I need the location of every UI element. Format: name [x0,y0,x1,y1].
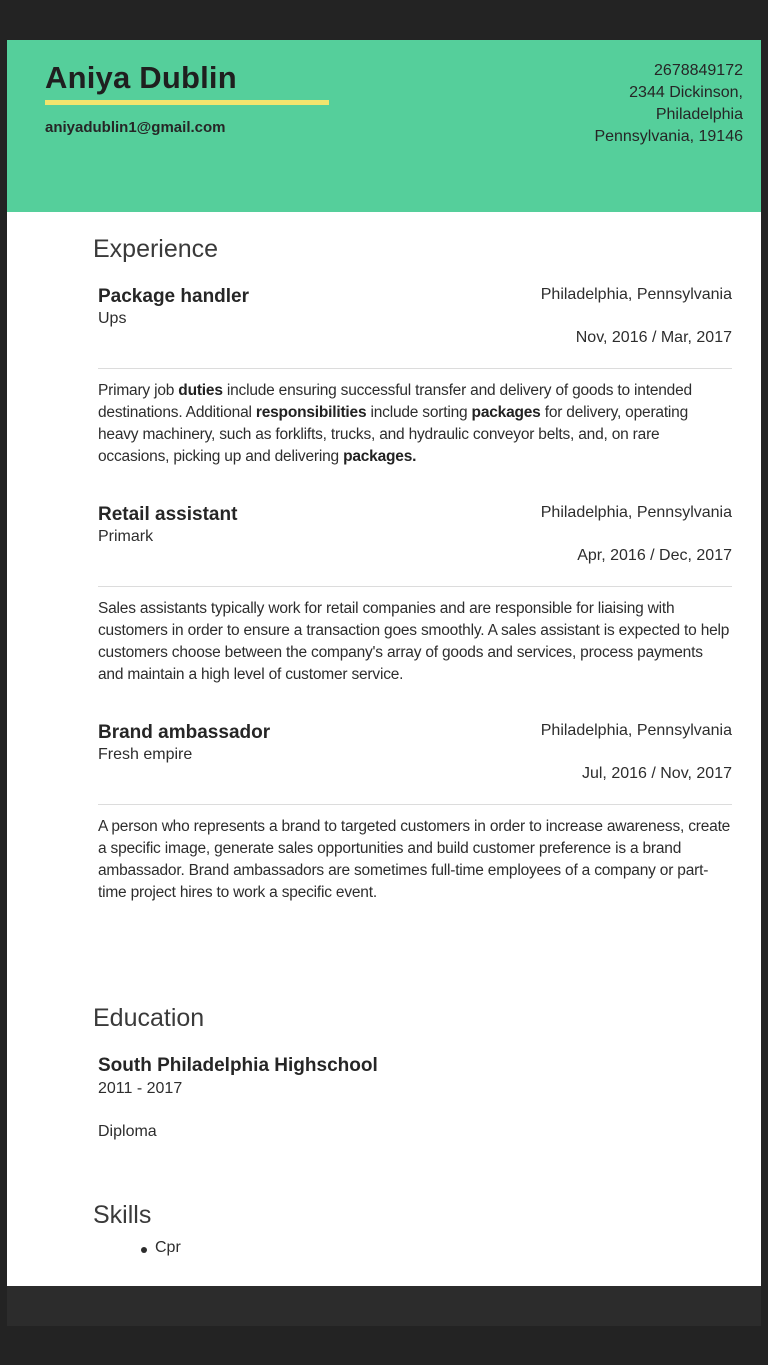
education-section-title: Education [93,1004,205,1032]
job-title: Retail assistant [98,504,238,525]
job-title: Package handler [98,286,250,307]
education-years: 2011 - 2017 [98,1080,183,1097]
resume-sheet [7,40,761,1286]
resume-header [7,40,761,212]
contact-block [594,60,743,148]
name-underline [45,100,329,105]
address-line-3: Pennsylvania, 19146 [594,128,743,145]
job-dates: Nov, 2016 / Mar, 2017 [575,329,732,346]
job-divider [98,368,732,369]
education-school: South Philadelphia Highschool [98,1055,378,1076]
job-description: Primary job duties include ensuring successful transfer and delivery of goods to intended destinations. Additional responsibilities include sorting packages for delivery, operating heavy machinery, such as forklifts, trucks, and hydraulic conveyor belts, and, on rare occasions, picking up and delivering packages. [98,382,692,465]
job-company: Ups [98,310,127,327]
job-company: Primark [98,528,154,545]
education-degree: Diploma [98,1123,157,1140]
job-location: Philadelphia, Pennsylvania [540,286,732,303]
job-dates: Apr, 2016 / Dec, 2017 [577,547,732,564]
skills-list [141,1239,181,1257]
address-line-1: 2344 Dickinson, [629,84,743,101]
job-description: Sales assistants typically work for retail companies and are responsible for liaising with customers in order to ensure a transaction goes smoothly. A sales assistant is expected to help customers choose between the company's array of goods and services, process payments and maintain a high level of customer service. [98,600,730,683]
job-divider [98,586,732,587]
job-dates: Jul, 2016 / Nov, 2017 [581,765,732,782]
job-title: Brand ambassador [98,722,271,743]
phone-number: 2678849172 [654,62,743,79]
bottom-bar [7,1286,761,1326]
candidate-name: Aniya Dublin [45,60,237,95]
job-location: Philadelphia, Pennsylvania [540,504,732,521]
job-location: Philadelphia, Pennsylvania [540,722,732,739]
job-description: A person who represents a brand to targeted customers in order to increase awareness, create a specific image, generate sales opportunities and build customer preference is a brand ambassador. Brand ambassadors are sometimes full-time employees of a company or part-time project hires to work a specific event. [98,818,731,901]
address-line-2: Philadelphia [655,106,743,123]
experience-section-title: Experience [93,235,219,263]
skill-item: Cpr [141,1239,181,1257]
email-address: aniyadublin1@gmail.com [45,119,226,136]
job-company: Fresh empire [98,746,193,763]
job-divider [98,804,732,805]
skills-section-title: Skills [93,1201,152,1229]
